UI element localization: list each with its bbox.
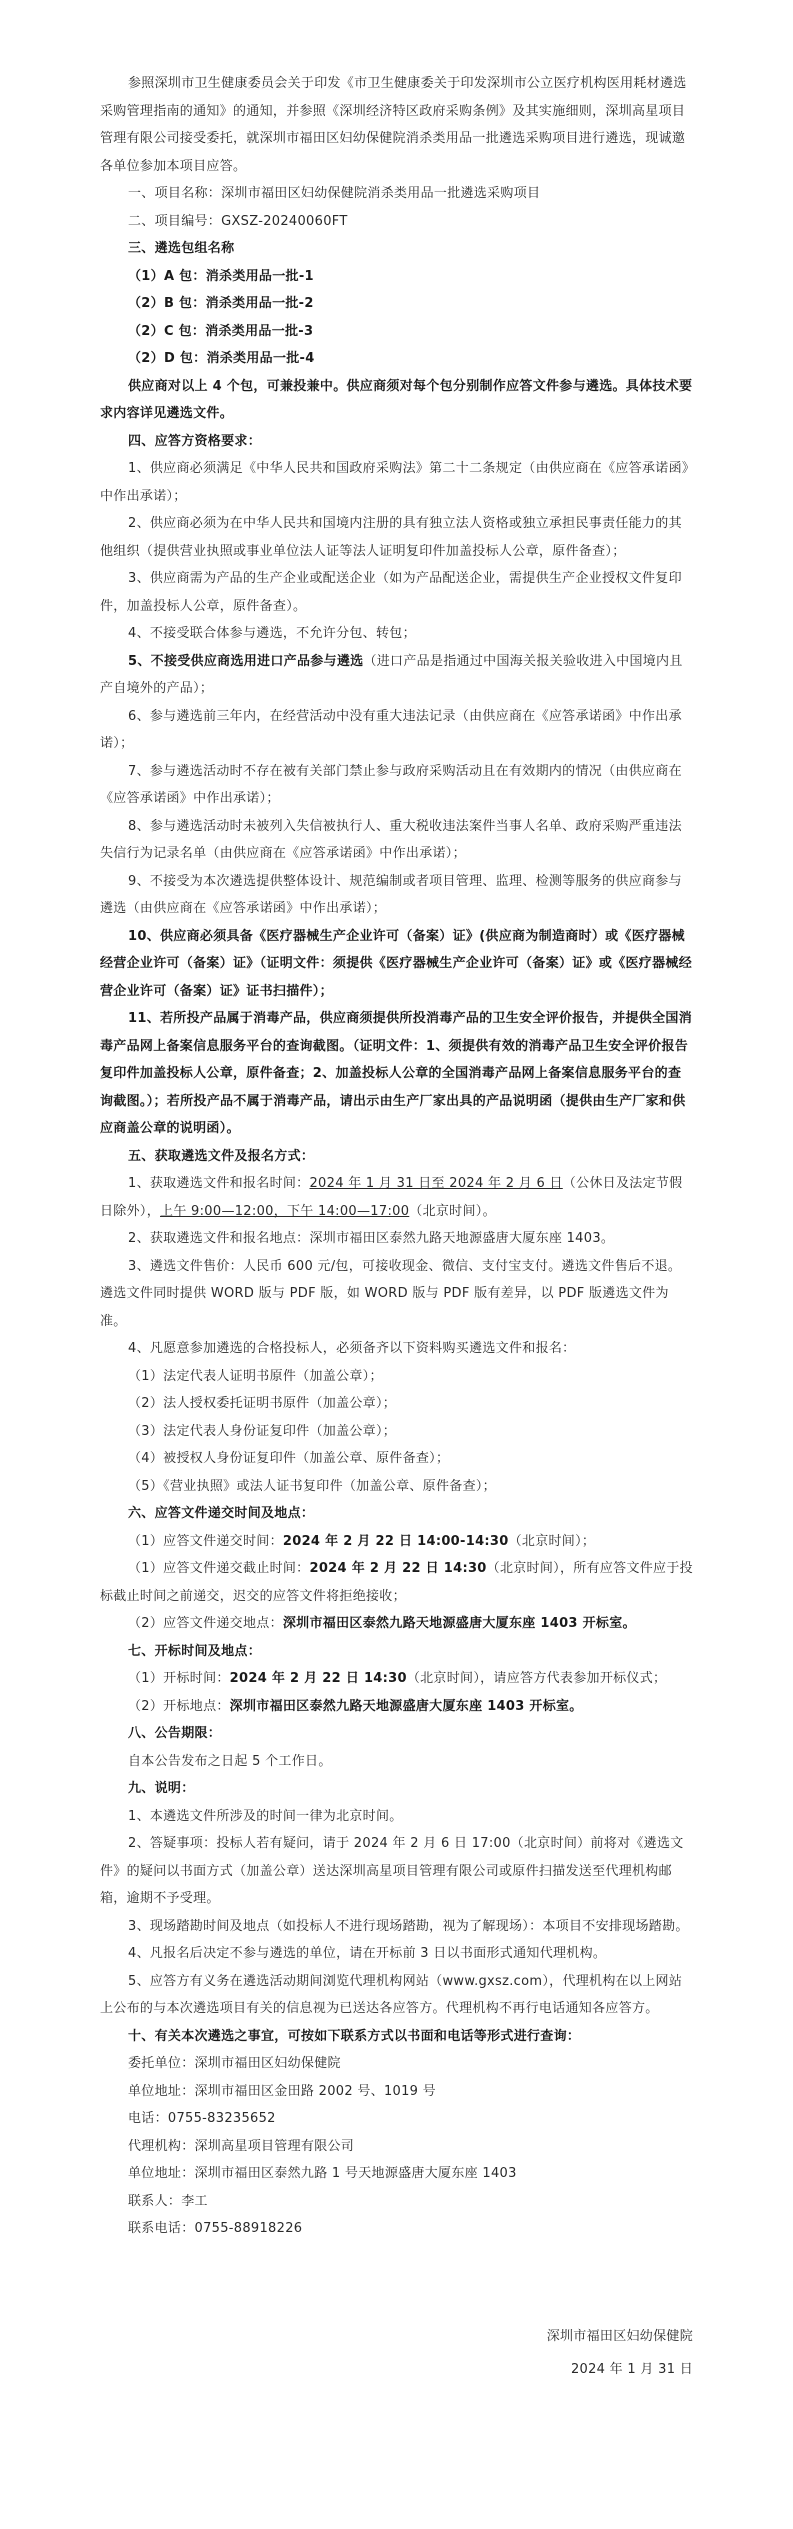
- submission-deadline-value: 2024 年 2 月 22 日 14:30: [309, 1561, 487, 1576]
- submission-deadline: [100, 1555, 693, 1610]
- required-material-item: （2）法人授权委托证明书原件（加盖公章）；: [128, 1396, 397, 1411]
- note-item: 2、答疑事项：投标人若有疑问，请于 2024 年 2 月 6 日 17:00（北京时间）前将对《遴选文件》的疑问以书面方式（加盖公章）送达深圳高星项目管理有限公司或原件扫描发送至代理机构邮箱，逾期不予受理。: [100, 1836, 684, 1906]
- section-heading-opening: 七、开标时间及地点：: [128, 1643, 262, 1659]
- opening-time-note: （北京时间），请应答方代表参加开标仪式；: [406, 1671, 667, 1686]
- submission-time-zone: （北京时间）；: [508, 1533, 596, 1549]
- signature-date: 2024 年 1 月 31 日: [570, 2362, 693, 2377]
- qualification-item: 4、不接受联合体参与遴选，不允许分包、转包；: [128, 626, 416, 641]
- submission-deadline-label: （1）应答文件递交截止时间：: [128, 1561, 310, 1576]
- section-heading-submission: 六、应答文件递交时间及地点：: [128, 1506, 315, 1521]
- qualification-item: 3、供应商需为产品的生产企业或配送企业（如为产品配送企业，需提供生产企业授权文件复印件，加盖投标人公章，原件备查）。: [100, 571, 682, 614]
- required-material-item: （1）法定代表人证明书原件（加盖公章）；: [128, 1368, 383, 1384]
- contact-line: 联系人：李工: [128, 2193, 208, 2209]
- project-name: 一、项目名称：深圳市福田区妇幼保健院消杀类用品一批遴选采购项目: [128, 186, 541, 201]
- section-heading-period: 八、公告期限：: [128, 1726, 222, 1741]
- package-item: （2）C 包：消杀类用品一批-3: [128, 323, 314, 339]
- note-item: 1、本遴选文件所涉及的时间一律为北京时间。: [128, 1808, 403, 1824]
- section-heading-contact: 十、有关本次遴选之事宜，可按如下联系方式以书面和电话等形式进行查询：: [128, 2028, 581, 2044]
- qualification-item: 10、供应商必须具备《医疗器械生产企业许可（备案）证》(供应商为制造商时）或《医疗器械经营企业许可（备案）证》（证明文件：须提供《医疗器械生产企业许可（备案）证》或《医疗器械经营企业许可（备案）证》证书扫描件）；: [100, 928, 693, 999]
- submission-time-value: 2024 年 2 月 22 日 14:00-14:30: [282, 1533, 509, 1549]
- submission-place-value: 深圳市福田区泰然九路天地源盛唐大厦东座 1403 开标室。: [282, 1616, 636, 1631]
- required-material-item: （4）被授权人身份证复印件（加盖公章、原件备查）；: [128, 1451, 450, 1466]
- contact-line: 电话：0755-83235652: [128, 2111, 276, 2126]
- contact-line: 代理机构：深圳高星项目管理有限公司: [128, 2138, 355, 2154]
- section-heading-packages: 三、遴选包组名称: [128, 241, 235, 256]
- qualification-item-bold: 5、不接受供应商选用进口产品参与遴选: [128, 653, 364, 669]
- project-number: 二、项目编号：GXSZ-20240060FT: [128, 213, 348, 229]
- opening-place-label: （2）开标地点：: [128, 1698, 230, 1714]
- contact-line: 单位地址：深圳市福田区金田路 2002 号、1019 号: [128, 2083, 436, 2099]
- qualification-item-rest: （进口产品是指通过中国海关报关验收进入中国境内且产自境外的产品）；: [100, 653, 683, 696]
- registration-place: 2、获取遴选文件和报名地点：深圳市福田区泰然九路天地源盛唐大厦东座 1403。: [128, 1231, 615, 1246]
- qualification-item: [100, 648, 693, 703]
- registration-time: [100, 1170, 693, 1225]
- submission-time: [100, 1528, 693, 1556]
- note-item: 4、凡报名后决定不参与遴选的单位，请在开标前 3 日以书面形式通知代理机构。: [128, 1946, 607, 1961]
- opening-place-value: 深圳市福田区泰然九路天地源盛唐大厦东座 1403 开标室。: [229, 1698, 583, 1714]
- required-materials-intro: 4、凡愿意参加遴选的合格投标人，必须备齐以下资料购买遴选文件和报名：: [128, 1341, 576, 1356]
- section-heading-notes: 九、说明：: [128, 1781, 195, 1796]
- qualification-item: 1、供应商必须满足《中华人民共和国政府采购法》第二十二条规定（由供应商在《应答承诺函》中作出承诺）；: [100, 461, 689, 504]
- submission-time-label: （1）应答文件递交时间：: [128, 1533, 283, 1549]
- qualification-item: 7、参与遴选活动时不存在被有关部门禁止参与政府采购活动且在有效期内的情况（由供应商在《应答承诺函》中作出承诺）；: [100, 763, 682, 806]
- submission-place-label: （2）应答文件递交地点：: [128, 1616, 283, 1631]
- contact-line: 联系电话：0755-88918226: [128, 2221, 303, 2236]
- registration-hours: 上午 9:00—12:00，下午 14:00—17:00: [160, 1203, 410, 1219]
- submission-deadline-note: （北京时间），所有应答文件应于投标截止时间之前递交，迟交的应答文件将拒绝接收；: [100, 1561, 693, 1604]
- registration-date-range: 2024 年 1 月 31 日至 2024 年 2 月 6 日: [309, 1176, 563, 1191]
- signature-spacer: [100, 2243, 693, 2323]
- registration-time-zone: （北京时间）。: [409, 1203, 496, 1219]
- qualification-item: 11、若所投产品属于消毒产品，供应商须提供所投消毒产品的卫生安全评价报告，并提供全国消毒产品网上备案信息服务平台的查询截图。（证明文件：1、须提供有效的消毒产品卫生安全评价报告复印件加盖投标人公章，原件备查；2、加盖投标人公章的全国消毒产品网上备案信息服务平台的查询截图。）；若所投产品不属于消毒产品，请出示由生产厂家出具的产品说明函（提供由生产厂家和供应商盖公章的说明函）。: [100, 1011, 692, 1136]
- signature-organization: 深圳市福田区妇幼保健院: [546, 2328, 693, 2344]
- section-heading-registration: 五、获取遴选文件及报名方式：: [128, 1148, 315, 1164]
- required-material-item: （5）《营业执照》或法人证书复印件（加盖公章、原件备查）；: [128, 1478, 496, 1494]
- qualification-item: 2、供应商必须为在中华人民共和国境内注册的具有独立法人资格或独立承担民事责任能力的其他组织（提供营业执照或事业单位法人证等法人证明复印件加盖投标人公章，原件备查）；: [100, 516, 682, 559]
- opening-time-value: 2024 年 2 月 22 日 14:30: [229, 1671, 407, 1686]
- required-material-item: （3）法定代表人身份证复印件（加盖公章）；: [128, 1423, 397, 1439]
- note-item: 5、应答方有义务在遴选活动期间浏览代理机构网站（www.gxsz.com），代理机构在以上网站上公布的与本次遴选项目有关的信息视为已送达各应答方。代理机构不再行电话通知各应答方。: [100, 1973, 683, 2016]
- package-item: （2）D 包：消杀类用品一批-4: [128, 351, 315, 366]
- opening-time: [100, 1665, 693, 1693]
- intro-paragraph: 参照深圳市卫生健康委员会关于印发《市卫生健康委关于印发深圳市公立医疗机构医用耗材遴选采购管理指南的通知》的通知，并参照《深圳经济特区政府采购条例》及其实施细则，深圳高星项目管理有限公司接受委托，就深圳市福田区妇幼保健院消杀类用品一批遴选采购项目进行遴选，现诚邀各单位参加本项目应答。: [100, 76, 687, 174]
- registration-time-label: 1、获取遴选文件和报名时间：: [128, 1176, 310, 1191]
- note-item: 3、现场踏勘时间及地点（如投标人不进行现场踏勘，视为了解现场）：本项目不安排现场踏勘。: [128, 1918, 689, 1934]
- announcement-period: 自本公告发布之日起 5 个工作日。: [128, 1753, 332, 1769]
- qualification-item: 6、参与遴选前三年内，在经营活动中没有重大违法记录（由供应商在《应答承诺函》中作出承诺）；: [100, 708, 682, 751]
- opening-time-label: （1）开标时间：: [128, 1671, 230, 1686]
- package-item: （1）A 包：消杀类用品一批-1: [128, 268, 314, 284]
- registration-time-note: （公休日及法定节假日除外），: [100, 1176, 683, 1219]
- document-price: 3、遴选文件售价：人民币 600 元/包，可接收现金、微信、支付宝支付。遴选文件售后不退。遴选文件同时提供 WORD 版与 PDF 版，如 WORD 版与 PDF 版有差异，以 PDF 版遴选文件为准。: [100, 1258, 682, 1329]
- qualification-item: 8、参与遴选活动时未被列入失信被执行人、重大税收违法案件当事人名单、政府采购严重违法失信行为记录名单（由供应商在《应答承诺函》中作出承诺）；: [100, 818, 682, 861]
- contact-line: 委托单位：深圳市福田区妇幼保健院: [128, 2056, 341, 2071]
- qualification-item: 9、不接受为本次遴选提供整体设计、规范编制或者项目管理、监理、检测等服务的供应商参与遴选（由供应商在《应答承诺函》中作出承诺）；: [100, 873, 682, 916]
- package-note: 供应商对以上 4 个包，可兼投兼中。供应商须对每个包分别制作应答文件参与遴选。具体技术要求内容详见遴选文件。: [100, 378, 693, 421]
- section-heading-qualifications: 四、应答方资格要求：: [128, 433, 262, 449]
- opening-place: [100, 1693, 693, 1721]
- contact-line: 单位地址：深圳市福田区泰然九路 1 号天地源盛唐大厦东座 1403: [128, 2166, 517, 2181]
- submission-place: [100, 1610, 693, 1638]
- package-item: （2）B 包：消杀类用品一批-2: [128, 296, 314, 311]
